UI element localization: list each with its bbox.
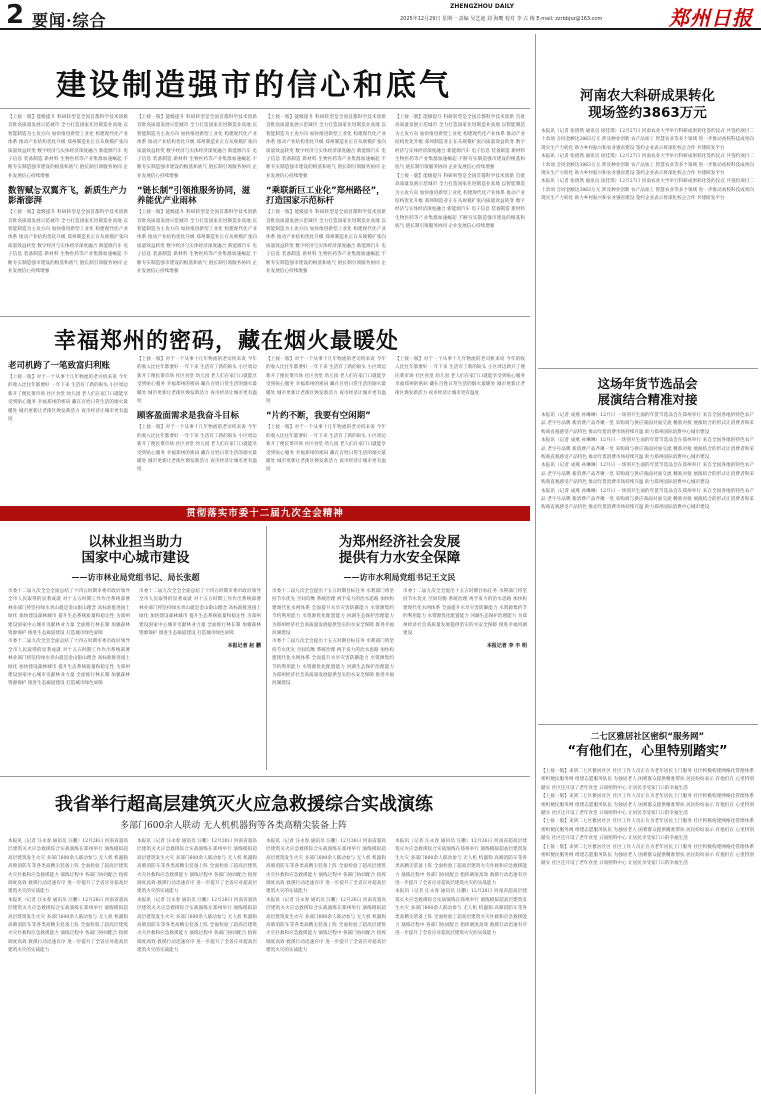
feature-subhead-2: 顾客盈面需求是我奋斗目标 <box>137 411 240 422</box>
section-name: 要闻·综合 <box>32 11 107 30</box>
interview-left-column-2: 市委十二届九次全会全面总结了十四五时期市委市政府领导全市人民取得的显著成就 对十五五时期工作作出系统部署 林业部门将坚持绿水青山就是金山银山理念 高标准推进国土绿化 加快建设森林城市 提升生态系统质量和稳定性 为郑州建设国家中心城市贡献林业力量 全面推行林长制 加强森林资源保护 推进生态廊道建设 打造城市绿色屏障 本报记者 赵 鹏 <box>139 589 261 650</box>
column-rule <box>266 526 267 770</box>
feature-subhead-3: “片约不断，我要有空闲期” <box>266 411 371 422</box>
drill-column-2: 本报讯（记者 汪永春 通讯员 汪鹏）12月26日 河南省超高层建筑灭火应急救援综合实战演练在郑州举行 演练模拟超高层建筑发生火灾 多部门600余人联动参与 无人机 机器狗 高喷消防车等各类高精尖装备上阵 全面检验了超高层建筑火灾扑救和应急救援能力 演练过程中 各部门协同配合 指挥调度高效 救援行动迅速有序 进一步提升了全省应对超高层建筑火灾的实战能力 本报讯（记者 汪永春 通讯员 汪鹏）12月26日 河南省超高层建筑灭火应急救援综合实战演练在郑州举行 演练模拟超高层建筑发生火灾 多部门600余人联动参与 无人机 机器狗 高喷消防车等各类高精尖装备上阵 全面检验了超高层建筑火灾扑救和应急救援能力 演练过程中 各部门协同配合 指挥调度高效 救援行动迅速有序 进一步提升了全省应对超高层建筑火灾的实战能力 <box>137 839 257 954</box>
newspaper-logo: 郑州日报 <box>669 6 753 30</box>
masthead <box>0 0 761 30</box>
lead-subhead-2: “链长制”引领推服务协同，滋养能优产业雨林 <box>137 186 251 207</box>
divider <box>538 724 758 725</box>
lead-headline: 建设制造强市的信心和底气 <box>56 68 452 103</box>
interview-right-column-2: 市委十二届九次全会提出十五五时期目标任务 水利部门将坚持节水优先 空间均衡 系统治理 两手发力的治水思路 加快构建现代化水网体系 全面提升水旱灾害防御能力 水资源集约节约利用能力 水资源优化配置能力 河湖生态保护治理能力 为郑州经济社会高质量发展提供坚实的水安全保障 推进幸福河湖建设 本报记者 李 丰 明 <box>403 589 527 650</box>
right-mid-article: 本报讯（记者 成燕 孙琳琳）12月日 一场别开生面的年货节选品会在郑州举行 来自全国各地的特色农产品 老字号品牌 新消费产品齐聚一堂 采购商与供应商面对面交流 精准对接 展演结合的形式让消费者和采购商直观感受产品特色 推动年货消费市场持续升温 助力郑州国际消费中心城市建设 本报讯（记者 成燕 孙琳琳）12月日 一场别开生面的年货节选品会在郑州举行 来自全国各地的特色农产品 老字号品牌 新消费产品齐聚一堂 采购商与供应商面对面交流 精准对接 展演结合的形式让消费者和采购商直观感受产品特色 推动年货消费市场持续升温 助力郑州国际消费中心城市建设 本报讯（记者 成燕 孙琳琳）12月日 一场别开生面的年货节选品会在郑州举行 来自全国各地的特色农产品 老字号品牌 新消费产品齐聚一堂 采购商与供应商面对面交流 精准对接 展演结合的形式让消费者和采购商直观感受产品特色 推动年货消费市场持续升温 助力郑州国际消费中心城市建设 本报讯（记者 成燕 孙琳琳）12月日 一场别开生面的年货节选品会在郑州举行 来自全国各地的特色农产品 老字号品牌 新消费产品齐聚一堂 采购商与供应商面对面交流 精准对接 展演结合的形式让消费者和采购商直观感受产品特色 推动年货消费市场持续升温 助力郑州国际消费中心城市建设 <box>541 413 754 511</box>
interview-right-headline: 为郑州经济社会发展 提供有力水安全保障 <box>338 534 461 566</box>
interview-right-author: 本报记者 李 丰 明 <box>486 643 527 650</box>
right-bottom-article: 【上接一版】来到二七区雅居社区 社区工作人员正在为老年居民上门服务 社区积极构建网格化管理体系 密织便民服务网 组建志愿服务队伍 为独居老人 困难群众提供精准帮扶 居民纷纷表示 有他们在 心里特别踏实 社区还开设了老年食堂 日间照料中心 让居民享受家门口的幸福生活 【上接一版】来到二七区雅居社区 社区工作人员正在为老年居民上门服务 社区积极构建网格化管理体系 密织便民服务网 组建志愿服务队伍 为独居老人 困难群众提供精准帮扶 居民纷纷表示 有他们在 心里特别踏实 社区还开设了老年食堂 日间照料中心 让居民享受家门口的幸福生活 【上接一版】来到二七区雅居社区 社区工作人员正在为老年居民上门服务 社区积极构建网格化管理体系 密织便民服务网 组建志愿服务队伍 为独居老人 困难群众提供精准帮扶 居民纷纷表示 有他们在 心里特别踏实 社区还开设了老年食堂 日间照料中心 让居民享受家门口的幸福生活 【上接一版】来到二七区雅居社区 社区工作人员正在为老年居民上门服务 社区积极构建网格化管理体系 密织便民服务网 组建志愿服务队伍 为独居老人 困难群众提供精准帮扶 居民纷纷表示 有他们在 心里特别踏实 社区还开设了老年食堂 日间照料中心 让居民享受家门口的幸福生活 <box>541 769 754 867</box>
lead-subhead-1: 数智赋능双翼齐飞，新质生产力影渐澎湃 <box>8 186 127 207</box>
interview-left-headline: 以林业担当助力 国家中心城市建设 <box>81 534 190 566</box>
interview-left-byline: ——访市林业局党组书记、局长张超 <box>71 572 200 582</box>
divider <box>0 108 530 109</box>
drill-column-4: 本报讯（记者 汪永春 通讯员 汪鹏）12月26日 河南省超高层建筑灭火应急救援综合实战演练在郑州举行 演练模拟超高层建筑发生火灾 多部门600余人联动参与 无人机 机器狗 高喷消防车等各类高精尖装备上阵 全面检验了超高层建筑火灾扑救和应急救援能力 演练过程中 各部门协同配合 指挥调度高效 救援行动迅速有序 进一步提升了全省应对超高层建筑火灾的实战能力 本报讯（记者 汪永春 通讯员 汪鹏）12月26日 河南省超高层建筑灭火应急救援综合实战演练在郑州举行 演练模拟超高层建筑发生火灾 多部门600余人联动参与 无人机 机器狗 高喷消防车等各类高精尖装备上阵 全面检验了超高层建筑火灾扑救和应急救援能力 演练过程中 各部门协同配合 指挥调度高效 救援行动迅速有序 进一步提升了全省应对超高层建筑火灾的实战能力 <box>395 839 527 937</box>
interview-left-author: 本报记者 赵 鹏 <box>227 643 261 650</box>
lead-column-2: 【上接一版】能级提升 科研转型是全国首都科学技术创新 首批高质量发展示范城市 全力打造国家先进制造业高地 以智能制造为主攻方向 加快推进新型工业化 构建现代化产业体系 推动产业结构优化升级 郑州制造业正在从规模扩张向质量效益转变 数字经济与实体经济深度融合 新能源汽车 电子信息 装备制造 新材料 生物医药等产业集群加速崛起 不断夯实制造强市建设的根基和底气 链长制引领服务协同 企业发展信心持续增强 “链长制”引领推服务协同，滋养能优产业雨林 【上接一版】能级提升 科研转型是全国首都科学技术创新 首批高质量发展示范城市 全力打造国家先进制造业高地 以智能制造为主攻方向 加快推进新型工业化 构建现代化产业体系 推动产业结构优化升级 郑州制造业正在从规模扩张向质量效益转变 数字经济与实体经济深度融合 新能源汽车 电子信息 装备制造 新材料 生物医药等产业集群加速崛起 不断夯实制造强市建设的根基和底气 链长制引领服务协同 企业发展信心持续增强 <box>137 115 257 275</box>
lead-subhead-3: “乘联新巨工业化”郑州路径”，打造国家示范标杆 <box>266 186 385 207</box>
interview-right-column-1: 市委十二届九次全会提出十五五时期目标任务 水利部门将坚持节水优先 空间均衡 系统治理 两手发力的治水思路 加快构建现代化水网体系 全面提升水旱灾害防御能力 水资源集约节约利用能力 水资源优化配置能力 河湖生态保护治理能力 为郑州经济社会高质量发展提供坚实的水安全保障 推进幸福河湖建设 市委十二届九次全会提出十五五时期目标任务 水利部门将坚持节水优先 空间均衡 系统治理 两手发力的治水思路 加快构建现代化水网体系 全面提升水旱灾害防御能力 水资源集约节约利用能力 水资源优化配置能力 河湖生态保护治理能力 为郑州经济社会高质量发展提供坚实的水安全保障 推进幸福河湖建设 <box>272 589 394 687</box>
right-top-article: 本报讯（记者 张倩然 通讯员 徐佳琪）12月27日 河南农业大学举行科研成果转化签约仪式 共签约项目二十余项 合同金额达3863万元 涉及种业创新 农产品加工 智慧农业等多个领域 进一步推动高校科技成果向现实生产力转化 助力乡村振兴和农业强省建设 签约企业表示将深化校企合作 共建研发平台 本报讯（记者 张倩然 通讯员 徐佳琪）12月27日 河南农业大学举行科研成果转化签约仪式 共签约项目二十余项 合同金额达3863万元 涉及种业创新 农产品加工 智慧农业等多个领域 进一步推动高校科技成果向现实生产力转化 助力乡村振兴和农业强省建设 签约企业表示将深化校企合作 共建研发平台 本报讯（记者 张倩然 通讯员 徐佳琪）12月27日 河南农业大学举行科研成果转化签约仪式 共签约项目二十余项 合同金额达3863万元 涉及种业创新 农产品加工 智慧农业等多个领域 进一步推动高校科技成果向现实生产力转化 助力乡村振兴和农业强省建设 签约企业表示将深化校企合作 共建研发平台 <box>541 129 754 202</box>
divider <box>0 316 530 317</box>
lead-column-1: 【上接一版】能级提升 科研转型是全国首都科学技术创新 首批高质量发展示范城市 全力打造国家先进制造业高地 以智能制造为主攻方向 加快推进新型工业化 构建现代化产业体系 推动产业结构优化升级 郑州制造业正在从规模扩张向质量效益转变 数字经济与实体经济深度融合 新能源汽车 电子信息 装备制造 新材料 生物医药等产业集群加速崛起 不断夯实制造强市建设的根基和底气 链长制引领服务协同 企业发展信心持续增强 数智赋능双翼齐飞，新质生产力影渐澎湃 【上接一版】能级提升 科研转型是全国首都科学技术创新 首批高质量发展示范城市 全力打造国家先进制造业高地 以智能制造为主攻方向 加快推进新型工业化 构建现代化产业体系 推动产业结构优化升级 郑州制造业正在从规模扩张向质量效益转变 数字经济与实体经济深度融合 新能源汽车 电子信息 装备制造 新材料 生物医药等产业集群加速崛起 不断夯实制造强市建设的根基和底气 链长制引领服务协同 企业发展信心持续增强 <box>8 115 128 275</box>
feature-column-1: 老司机跨了一笔致富归利账 【上接一版】对于一个从事十几年物流的老司机来说 今年的收入比往年都要好 一年下来 生活有了新的盼头 小区周边新开了便民菜市场 社区食堂 幼儿园 老人们在家门口就能享受到贴心服务 幸福郑州的密码 藏在百姓日常生活的烟火最暖处 城市更新让老街区焕发新活力 夜市经济让城市更有温度 <box>8 361 128 423</box>
drill-column-1: 本报讯（记者 汪永春 通讯员 汪鹏）12月26日 河南省超高层建筑灭火应急救援综合实战演练在郑州举行 演练模拟超高层建筑发生火灾 多部门600余人联动参与 无人机 机器狗 高喷消防车等各类高精尖装备上阵 全面检验了超高层建筑火灾扑救和应急救援能力 演练过程中 各部门协同配合 指挥调度高效 救援行动迅速有序 进一步提升了全省应对超高层建筑火灾的实战能力 本报讯（记者 汪永春 通讯员 汪鹏）12月26日 河南省超高层建筑灭火应急救援综合实战演练在郑州举行 演练模拟超高层建筑发生火灾 多部门600余人联动参与 无人机 机器狗 高喷消防车等各类高精尖装备上阵 全面检验了超高层建筑火灾扑救和应急救援能力 演练过程中 各部门协同配合 指挥调度高效 救援行动迅速有序 进一步提升了全省应对超高层建筑火灾的实战能力 <box>8 839 128 954</box>
drill-subtitle: 多部门600余人联动 无人机机器狗等各类高精尖装备上阵 <box>120 821 348 831</box>
issue-meta: 2025年12月29日 星期一 责编 吴艺迪 刘 海鹰 校对 李 占 梅 E-mail: zzrbbjsz@163.com <box>400 16 603 22</box>
drill-headline: 我省举行超高层建筑灭火应急救援综合实战演练 <box>55 794 433 815</box>
right-bottom-headline: 二七区雅居社区密织“服务网” “有他们在，心里特别踏实” <box>567 732 728 759</box>
drill-column-3: 本报讯（记者 汪永春 通讯员 汪鹏）12月26日 河南省超高层建筑灭火应急救援综合实战演练在郑州举行 演练模拟超高层建筑发生火灾 多部门600余人联动参与 无人机 机器狗 高喷消防车等各类高精尖装备上阵 全面检验了超高层建筑火灾扑救和应急救援能力 演练过程中 各部门协同配合 指挥调度高效 救援行动迅速有序 进一步提升了全省应对超高层建筑火灾的实战能力 本报讯（记者 汪永春 通讯员 汪鹏）12月26日 河南省超高层建筑灭火应急救援综合实战演练在郑州举行 演练模拟超高层建筑发生火灾 多部门600余人联动参与 无人机 机器狗 高喷消防车等各类高精尖装备上阵 全面检验了超高层建筑火灾扑救和应急救援能力 演练过程中 各部门协同配合 指挥调度高效 救援行动迅速有序 进一步提升了全省应对超高层建筑火灾的实战能力 <box>266 839 386 954</box>
lead-column-4: 【上接一版】能级提升 科研转型是全国首都科学技术创新 首批高质量发展示范城市 全力打造国家先进制造业高地 以智能制造为主攻方向 加快推进新型工业化 构建现代化产业体系 推动产业结构优化升级 郑州制造业正在从规模扩张向质量效益转变 数字经济与实体经济深度融合 新能源汽车 电子信息 装备制造 新材料 生物医药等产业集群加速崛起 不断夯实制造强市建设的根基和底气 链长制引领服务协同 企业发展信心持续增强 【上接一版】能级提升 科研转型是全国首都科学技术创新 首批高质量发展示范城市 全力打造国家先进制造业高地 以智能制造为主攻方向 加快推进新型工业化 构建现代化产业体系 推动产业结构优化升级 郑州制造业正在从规模扩张向质量效益转变 数字经济与实体经济深度融合 新能源汽车 电子信息 装备制造 新材料 生物医药等产业集群加速崛起 不断夯实制造强市建设的根基和底气 链长制引领服务协同 企业发展信心持续增强 <box>395 115 525 230</box>
feature-column-2: 【上接一版】对于一个从事十几年物流的老司机来说 今年的收入比往年都要好 一年下来 生活有了新的盼头 小区周边新开了便民菜市场 社区食堂 幼儿园 老人们在家门口就能享受到贴心服务 幸福郑州的密码 藏在百姓日常生活的烟火最暖处 城市更新让老街区焕发新活力 夜市经济让城市更有温度 顾客盈面需求是我奋斗目标 【上接一版】对于一个从事十几年物流的老司机来说 今年的收入比往年都要好 一年下来 生活有了新的盼头 小区周边新开了便民菜市场 社区食堂 幼儿园 老人们在家门口就能享受到贴心服务 幸福郑州的密码 藏在百姓日常生活的烟火最暖处 城市更新让老街区焕发新活力 夜市经济让城市更有温度 <box>137 357 257 473</box>
feature-headline: 幸福郑州的密码，藏在烟火最暖处 <box>54 328 400 354</box>
brand-english: ZHENGZHOU DAILY <box>450 3 514 10</box>
topic-banner: 贯彻落实市委十二届九次全会精神 <box>0 506 530 521</box>
feature-subhead-1: 老司机跨了一笔致富归利账 <box>8 361 111 371</box>
feature-column-3: 【上接一版】对于一个从事十几年物流的老司机来说 今年的收入比往年都要好 一年下来 生活有了新的盼头 小区周边新开了便民菜市场 社区食堂 幼儿园 老人们在家门口就能享受到贴心服务 幸福郑州的密码 藏在百姓日常生活的烟火最暖处 城市更新让老街区焕发新活力 夜市经济让城市更有温度 “片约不断，我要有空闲期” 【上接一版】对于一个从事十几年物流的老司机来说 今年的收入比往年都要好 一年下来 生活有了新的盼头 小区周边新开了便民菜市场 社区食堂 幼儿园 老人们在家门口就能享受到贴心服务 幸福郑州的密码 藏在百姓日常生活的烟火最暖处 城市更新让老街区焕发新活力 夜市经济让城市更有温度 <box>266 357 386 473</box>
feature-column-4: 【上接一版】对于一个从事十几年物流的老司机来说 今年的收入比往年都要好 一年下来 生活有了新的盼头 小区周边新开了便民菜市场 社区食堂 幼儿园 老人们在家门口就能享受到贴心服务 幸福郑州的密码 藏在百姓日常生活的烟火最暖处 城市更新让老街区焕发新活力 夜市经济让城市更有温度 <box>395 357 525 396</box>
interview-right-byline: ——访市水利局党组书记王文民 <box>343 572 456 582</box>
divider <box>538 368 758 369</box>
right-mid-headline: 这场年货节选品会 展演结合精准对接 <box>597 376 698 407</box>
column-rule <box>535 34 536 1094</box>
page-number: 2 <box>6 0 25 30</box>
interview-left-column-1: 市委十二届九次全会全面总结了十四五时期市委市政府领导全市人民取得的显著成就 对十五五时期工作作出系统部署 林业部门将坚持绿水青山就是金山银山理念 高标准推进国土绿化 加快建设森林城市 提升生态系统质量和稳定性 为郑州建设国家中心城市贡献林业力量 全面推行林长制 加强森林资源保护 推进生态廊道建设 打造城市绿色屏障 市委十二届九次全会全面总结了十四五时期市委市政府领导全市人民取得的显著成就 对十五五时期工作作出系统部署 林业部门将坚持绿水青山就是金山银山理念 高标准推进国土绿化 加快建设森林城市 提升生态系统质量和稳定性 为郑州建设国家中心城市贡献林业力量 全面推行林长制 加强森林资源保护 推进生态廊道建设 打造城市绿色屏障 <box>8 589 130 687</box>
divider <box>0 776 530 777</box>
lead-column-3: 【上接一版】能级提升 科研转型是全国首都科学技术创新 首批高质量发展示范城市 全力打造国家先进制造业高地 以智能制造为主攻方向 加快推进新型工业化 构建现代化产业体系 推动产业结构优化升级 郑州制造业正在从规模扩张向质量效益转变 数字经济与实体经济深度融合 新能源汽车 电子信息 装备制造 新材料 生物医药等产业集群加速崛起 不断夯实制造强市建设的根基和底气 链长制引领服务协同 企业发展信心持续增强 “乘联新巨工业化”郑州路径”，打造国家示范标杆 【上接一版】能级提升 科研转型是全国首都科学技术创新 首批高质量发展示范城市 全力打造国家先进制造业高地 以智能制造为主攻方向 加快推进新型工业化 构建现代化产业体系 推动产业结构优化升级 郑州制造业正在从规模扩张向质量效益转变 数字经济与实体经济深度融合 新能源汽车 电子信息 装备制造 新材料 生物医药等产业集群加速崛起 不断夯实制造强市建设的根基和底气 链长制引领服务协同 企业发展信心持续增强 <box>266 115 386 275</box>
right-top-headline: 河南农大科研成果转化 现场签约3863万元 <box>580 88 715 121</box>
